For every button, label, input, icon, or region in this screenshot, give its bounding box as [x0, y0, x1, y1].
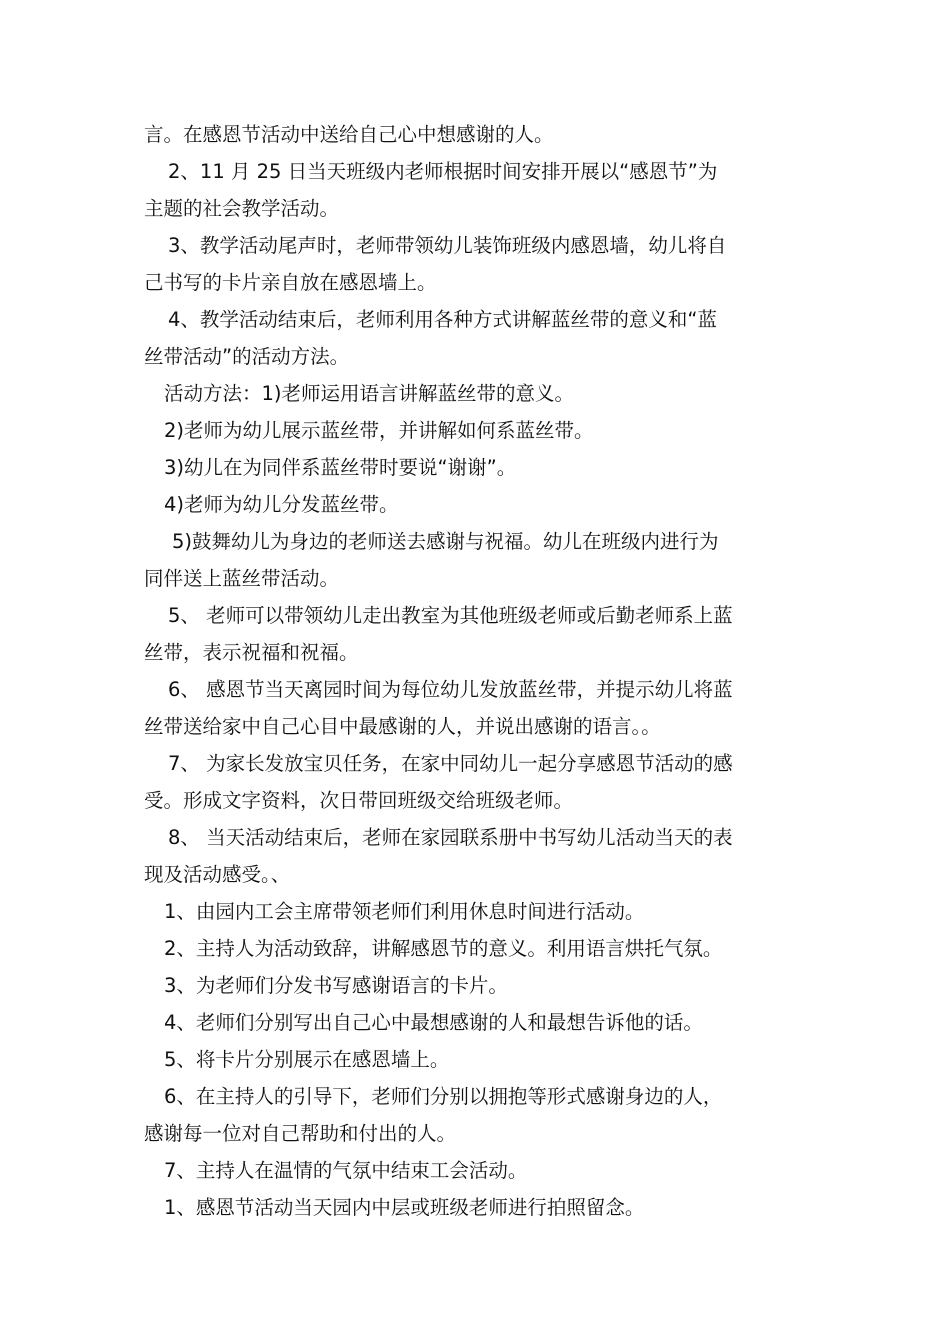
text-line: 2、主持人为活动致辞，讲解感恩节的意义。利用语言烘托气氛。 [164, 937, 723, 960]
text-line: 4)老师为幼儿分发蓝丝带。 [164, 493, 399, 516]
text-line: 4、教学活动结束后，老师利用各种方式讲解蓝丝带的意义和“蓝 [168, 308, 718, 331]
text-line: 6、在主持人的引导下，老师们分别以拥抱等形式感谢身边的人， [164, 1085, 723, 1108]
text-line: 1、由园内工会主席带领老师们利用休息时间进行活动。 [164, 900, 645, 923]
text-line: 5)鼓舞幼儿为身边的老师送去感谢与祝福。幼儿在班级内进行为 [172, 530, 719, 553]
text-line: 7、主持人在温情的气氛中结束工会活动。 [164, 1159, 528, 1182]
text-line: 3、为老师们分发书写感谢语言的卡片。 [164, 974, 508, 997]
text-line: 己书写的卡片亲自放在感恩墙上。 [144, 271, 437, 294]
text-line: 4、老师们分别写出自己心中最想感谢的人和最想告诉他的话。 [164, 1011, 703, 1034]
text-line: 5、 老师可以带领幼儿走出教室为其他班级老师或后勤老师系上蓝 [168, 604, 733, 627]
text-line: 受。形成文字资料，次日带回班级交给班级老师。 [144, 789, 574, 812]
text-line: 2)老师为幼儿展示蓝丝带，并讲解如何系蓝丝带。 [164, 419, 594, 442]
text-line: 活动方法：1)老师运用语言讲解蓝丝带的意义。 [164, 382, 575, 405]
text-line: 8、 当天活动结束后，老师在家园联系册中书写幼儿活动当天的表 [168, 826, 733, 849]
text-line: 7、 为家长发放宝贝任务，在家中同幼儿一起分享感恩节活动的感 [168, 752, 733, 775]
text-line: 主题的社会教学活动。 [144, 197, 340, 220]
text-line: 丝带，表示祝福和祝福。 [144, 641, 359, 664]
text-line: 言。在感恩节活动中送给自己心中想感谢的人。 [144, 123, 554, 146]
text-line: 6、 感恩节当天离园时间为每位幼儿发放蓝丝带，并提示幼儿将蓝 [168, 678, 733, 701]
document-body [144, 116, 824, 1226]
text-line: 感谢每一位对自己帮助和付出的人。 [144, 1122, 457, 1145]
text-line: 3、教学活动尾声时，老师带领幼儿装饰班级内感恩墙，幼儿将自 [168, 234, 727, 257]
text-line: 5、将卡片分别展示在感恩墙上。 [164, 1048, 450, 1071]
text-line: 2、11 月 25 日当天班级内老师根据时间安排开展以“感恩节”为 [168, 160, 718, 183]
text-line: 丝带送给家中自己心目中最感谢的人，并说出感谢的语言。。 [144, 715, 661, 738]
text-line: 3)幼儿在为同伴系蓝丝带时要说“谢谢”。 [164, 456, 517, 479]
text-line: 1、感恩节活动当天园内中层或班级老师进行拍照留念。 [164, 1196, 645, 1219]
text-line: 同伴送上蓝丝带活动。 [144, 567, 340, 590]
text-line: 现及活动感受。、 [144, 863, 291, 886]
text-line: 丝带活动”的活动方法。 [144, 345, 350, 368]
